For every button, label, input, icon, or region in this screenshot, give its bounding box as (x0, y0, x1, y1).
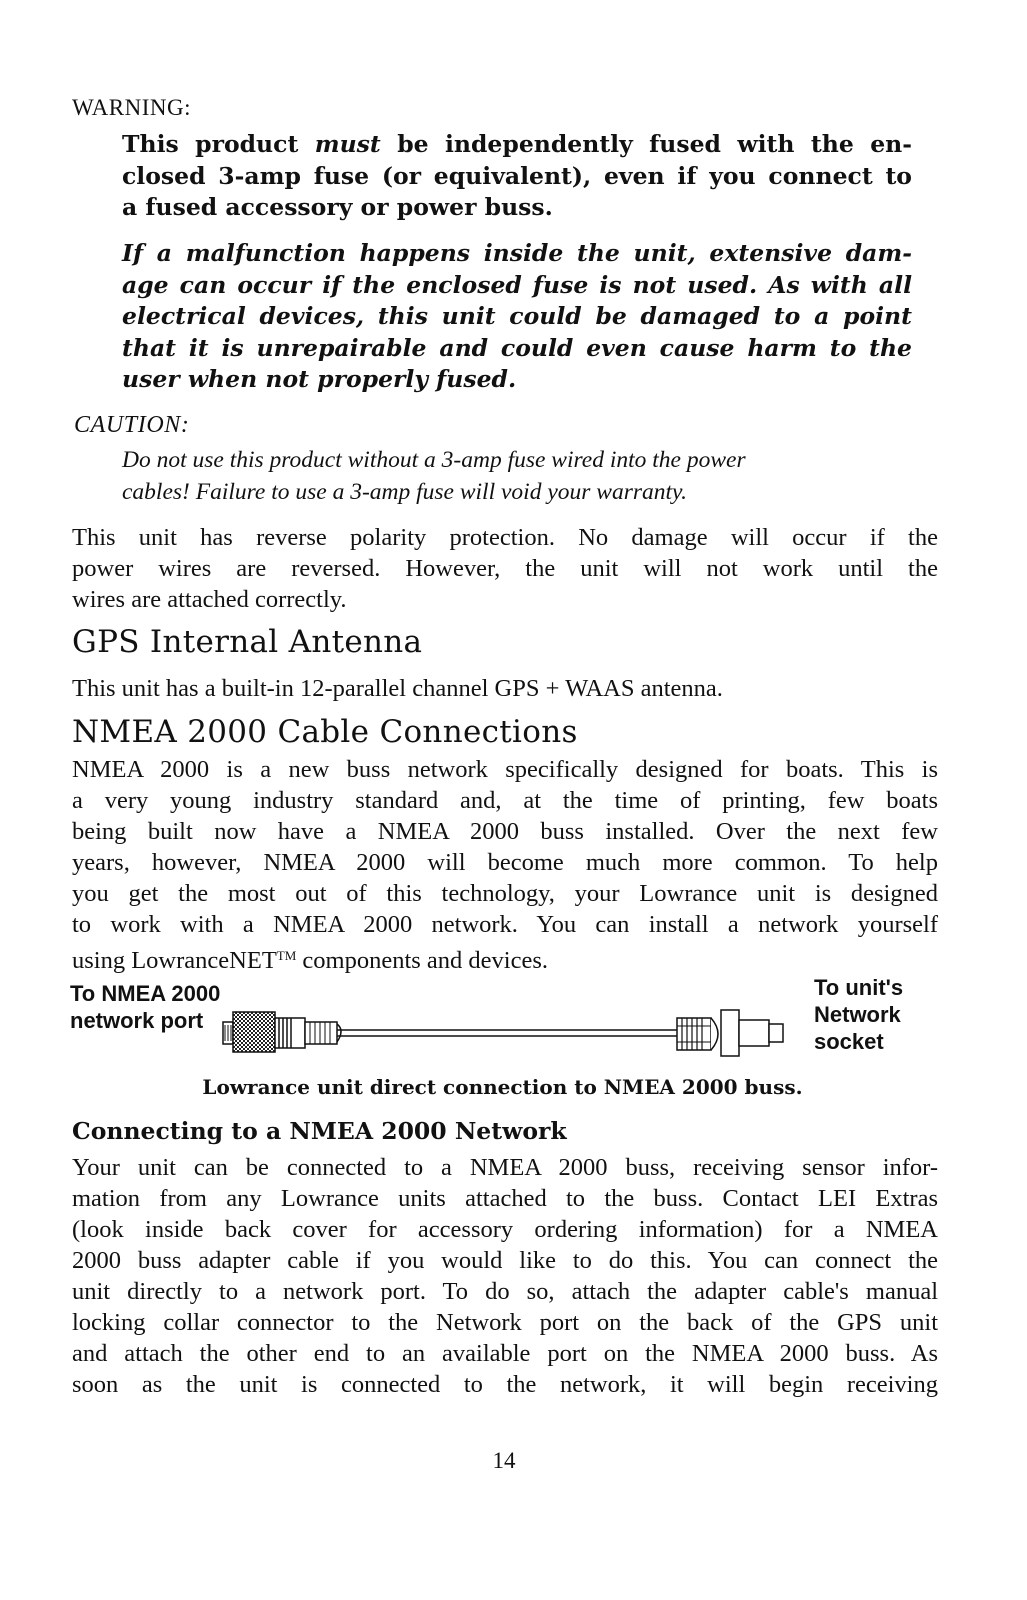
paragraph-line: 2000 buss adapter cable if you would like to do this. You can connect the (72, 1247, 938, 1274)
paragraph-line: you get the most out of this technology, your Lowrance unit is designed (72, 880, 938, 907)
warning-italic-line: age can occur if the enclosed fuse is not used. As with all (122, 270, 912, 299)
warning-line: closed 3-amp fuse (or equivalent), even if you connect to (122, 161, 912, 190)
figure-caption: Lowrance unit direct connection to NMEA 2000 buss. (202, 1075, 803, 1099)
warning-emphasis: must (314, 130, 381, 158)
warning-italic-line: user when not properly fused. (122, 365, 517, 393)
paragraph-line: years, however, NMEA 2000 will become much more common. To help (72, 849, 938, 876)
gps-paragraph (72, 673, 938, 704)
paragraph-line: NMEA 2000 is a new buss network specifically designed for boats. This is (72, 756, 938, 783)
warning-line-part: be independently fused with the en- (380, 130, 912, 158)
paragraph-line: locking collar connector to the Network port on the back of the GPS unit (72, 1309, 938, 1336)
nmea-paragraph (72, 754, 938, 976)
paragraph-line: soon as the unit is connected to the network, it will begin receiving (72, 1371, 938, 1398)
figure-left-label (70, 980, 220, 1034)
warning-line: a fused accessory or power buss. (122, 193, 553, 221)
paragraph-line: wires are attached correctly. (72, 586, 347, 613)
warning-line-part: This product (122, 130, 315, 158)
paragraph-line: This unit has reverse polarity protection. No damage will occur if the (72, 524, 938, 551)
paragraph-line: to work with a NMEA 2000 network. You can install a network yourself (72, 911, 938, 938)
paragraph-line: This unit has a built-in 12-parallel channel GPS + WAAS antenna. (72, 675, 723, 702)
warning-italic-block (122, 238, 912, 396)
caution-label: CAUTION: (74, 412, 190, 438)
paragraph-line: and attach the other end to an available port on the NMEA 2000 buss. As (72, 1340, 938, 1367)
warning-italic-line: electrical devices, this unit could be damaged to a point (122, 302, 912, 330)
warning-line (122, 129, 912, 161)
gps-heading: GPS Internal Antenna (72, 624, 423, 660)
caution-line: cables! Failure to use a 3-amp fuse will void your warranty. (122, 479, 688, 505)
paragraph-line: unit directly to a network port. To do so, attach the adapter cable's manual (72, 1278, 938, 1305)
figure-left-label-line: To NMEA 2000 (70, 981, 221, 1006)
figure-right-label-line: socket (814, 1029, 884, 1054)
connecting-paragraph (72, 1152, 938, 1400)
connecting-heading: Connecting to a NMEA 2000 Network (72, 1117, 567, 1145)
figure-right-label-line: Network (814, 1002, 901, 1027)
caution-text-block (122, 444, 892, 508)
left-connector (223, 1012, 341, 1052)
paragraph-text: components and devices. (296, 947, 549, 974)
paragraph-line: a very young industry standard and, at the time of printing, few boats (72, 787, 938, 814)
figure-right-label (814, 974, 903, 1055)
paragraph-line: Your unit can be connected to a NMEA 2000 buss, receiving sensor infor- (72, 1154, 938, 1181)
right-connector (677, 1010, 783, 1056)
figure-left-label-line: network port (70, 1008, 204, 1033)
paragraph-line: mation from any Lowrance units attached to the buss. Contact LEI Extras (72, 1185, 938, 1212)
nmea-heading: NMEA 2000 Cable Connections (72, 714, 578, 750)
warning-italic-line: If a malfunction happens inside the unit, extensive dam- (122, 239, 912, 267)
page-number: 14 (492, 1448, 516, 1473)
cable-illustration (215, 1000, 805, 1062)
polarity-paragraph (72, 522, 938, 615)
trademark-mark: TM (276, 948, 297, 963)
paragraph-text: using LowranceNET (72, 947, 277, 974)
paragraph-line: being built now have a NMEA 2000 buss installed. Over the next few (72, 818, 938, 845)
paragraph-line: (look inside back cover for accessory ordering information) for a NMEA (72, 1216, 938, 1243)
warning-label: WARNING: (72, 95, 191, 120)
warning-italic-line: that it is unrepairable and could even cause harm to the (122, 333, 912, 362)
figure-right-label-line: To unit's (814, 975, 904, 1000)
paragraph-line (72, 940, 938, 976)
cable-line (337, 1030, 677, 1036)
caution-line: Do not use this product without a 3-amp fuse wired into the power (122, 447, 746, 473)
paragraph-line: power wires are reversed. However, the unit will not work until the (72, 555, 938, 582)
warning-text-block (122, 129, 912, 224)
